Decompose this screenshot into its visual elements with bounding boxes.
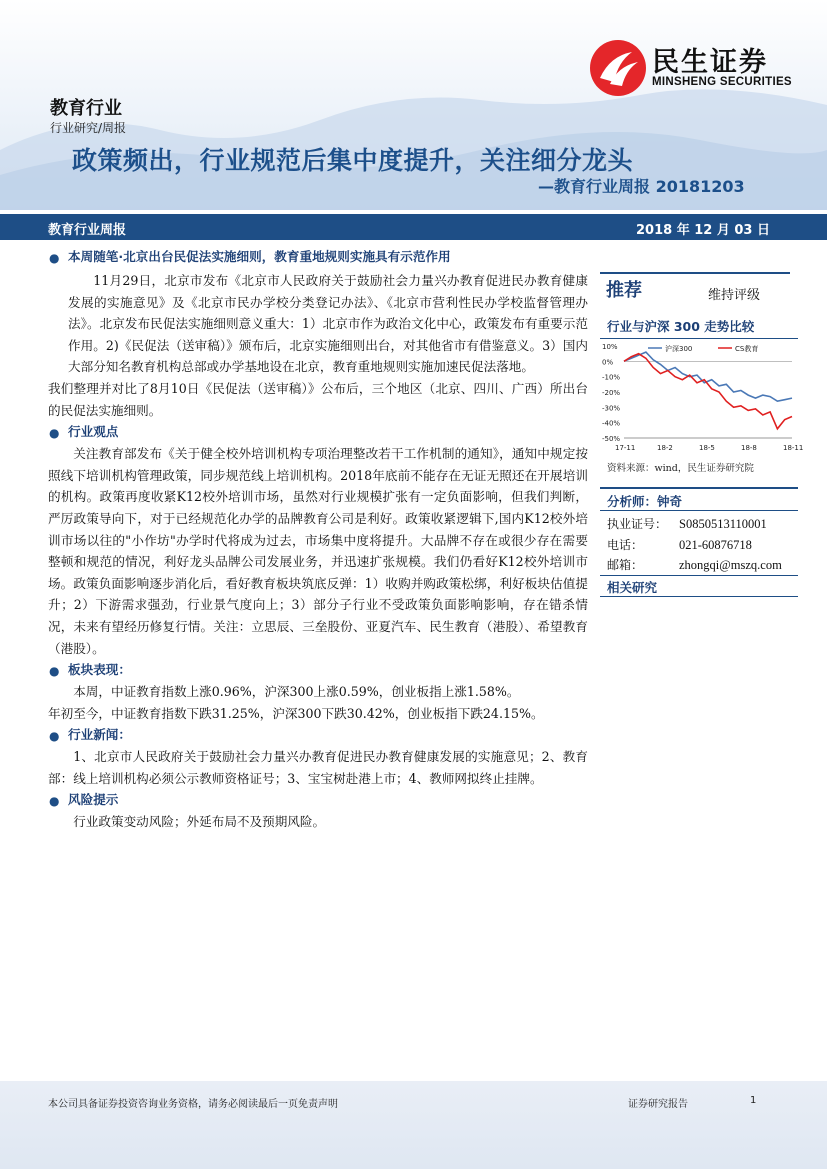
section-heading	[48, 246, 588, 268]
bar-report-name: 教育行业周报	[48, 223, 127, 238]
x-tick-label: 18-11	[783, 444, 804, 452]
footer-report: 证券研究报告	[628, 1099, 688, 1110]
paragraph: 行业政策变动风险；外延布局不及预期风险。	[73, 814, 326, 830]
chart-source: 资料来源：wind，民生证券研究院	[607, 463, 754, 474]
heading-text: 行业观点	[68, 424, 119, 440]
y-tick-label: -40%	[602, 419, 621, 428]
section-heading	[48, 789, 588, 811]
paragraph: 本周，中证教育指数上涨0.96%，沪深300上涨0.59%，创业板指上涨1.58%。	[73, 684, 520, 700]
trend-chart	[600, 340, 804, 458]
divider	[600, 575, 798, 576]
y-tick-label: -10%	[602, 373, 621, 382]
email-link[interactable]: zhongqi@mszq.com	[679, 558, 782, 572]
y-tick-label: -20%	[602, 389, 621, 397]
series-line-0	[624, 352, 792, 401]
info-value: S0850513110001	[679, 517, 767, 531]
report-date: 2018 年 12 月 03 日	[636, 223, 770, 238]
divider	[600, 487, 798, 489]
divider	[600, 596, 798, 597]
divider	[600, 338, 798, 339]
info-key: 电话：	[607, 538, 644, 552]
brand-name-en: MINSHENG SECURITIES	[652, 76, 792, 88]
bullet-icon: ●	[49, 664, 60, 679]
minsheng-logo-icon	[588, 38, 648, 98]
y-tick-label: -30%	[602, 404, 621, 413]
footer-disclaimer: 本公司具备证券投资咨询业务资格，请务必阅读最后一页免责声明	[48, 1099, 338, 1110]
divider	[600, 510, 798, 511]
related-research: 相关研究	[607, 580, 658, 595]
report-title: 政策频出，行业规范后集中度提升，关注细分龙头	[72, 146, 634, 175]
y-tick-label: 10%	[602, 343, 618, 351]
bullet-icon: ●	[49, 729, 60, 744]
paragraph: 关注教育部发布《关于健全校外培训机构专项治理整改若干工作机制的通知》，通知中规定按照线下培训机构管理政策，同步规范线上培训机构。2018年底前不能存在无证无照还在开展培训的机构。政策再度收紧K12校外培训市场，虽然对行业规模扩张有一定负面影响，但我们判断，严厉政策导向下，对于已经规范化办学的品牌教育公司是利好。政策收紧逻辑下,国内K12校外培训市场以往的"小作坊"办学时代将成为过去，市场集中度将提升。大品牌不存在或很少存在需要整顿和规范的情况，利好龙头品牌公司发展业务，并迅速扩张规模。我们仍看好K12校外培训市场。政策负面影响逐步消化后，看好教育板块筑底反弹：1）收购并购政策松绑，利好板块估值提升；2）下游需求强劲，行业景气度向上；3）部分子行业不受政策负面影响影响，存在错杀情况，未来有望经历修复行情。关注：立思辰、三垒股份、亚夏汽车、民生教育（港股）、希望教育（港股）。	[48, 446, 588, 656]
page-number: 1	[750, 1095, 757, 1106]
main-content	[48, 246, 588, 833]
paragraph: 年初至今，中证教育指数下跌31.25%，沪深300下跌30.42%，创业板指下跌24.15%。	[48, 705, 544, 721]
series-line-1	[624, 354, 792, 429]
info-value: 021-60876718	[679, 538, 752, 552]
brand-name-cn: 民生证券	[652, 47, 768, 78]
report-subtitle: —教育行业周报 20181203	[538, 177, 745, 196]
section-heading	[48, 724, 588, 746]
x-tick-label: 18-2	[657, 444, 673, 452]
report-type: 行业研究/周报	[50, 121, 127, 135]
heading-text: 板块表现：	[68, 662, 131, 678]
heading-text: 行业新闻：	[68, 727, 131, 743]
bullet-icon: ●	[49, 251, 60, 265]
x-tick-label: 17-11	[615, 444, 636, 452]
info-key: 执业证号：	[607, 517, 668, 531]
section-heading	[48, 421, 588, 443]
paragraph: 11月29日，北京市发布《北京市人民政府关于鼓励社会力量兴办教育促进民办教育健康发展的实施意见》及《北京市民办学校分类登记办法》、《北京市营利性民办学校监督管理办法》。北京发布民促法实施细则意义重大：1）北京市作为政治文化中心，政策发布有重要示范作用。2)《民促法（送审稿）》颁布后，北京实施细则出台，对其他省市有借鉴意义。3）国内大部分知名教育机构总部或办学基地设在北京，教育重地规则实施加速民促法落地。	[68, 273, 588, 375]
paragraph: 我们整理并对比了8月10日《民促法（送审稿）》公布后，三个地区（北京、四川、广西）所出台的民促法实施细则。	[48, 380, 588, 418]
legend-label: 沪深300	[665, 345, 693, 353]
info-email	[607, 556, 782, 573]
x-tick-label: 18-8	[741, 444, 757, 452]
info-license	[607, 515, 767, 532]
info-phone	[607, 536, 752, 553]
info-key: 邮箱：	[607, 558, 644, 572]
analyst-label: 分析师：钟奇	[607, 494, 683, 509]
rating-label: 维持评级	[708, 288, 761, 303]
legend-label: CS教育	[735, 345, 759, 353]
paragraph: 1、北京市人民政府关于鼓励社会力量兴办教育促进民办教育健康发展的实施意见；2、教育部：线上培训机构必须公示教师资格证号；3、宝宝树赴港上市；4、教师网拟终止挂牌。	[48, 749, 588, 786]
x-tick-label: 18-5	[699, 444, 715, 452]
chart-title: 行业与沪深 300 走势比较	[607, 319, 755, 334]
bullet-icon: ●	[49, 794, 60, 809]
heading-text: 本周随笔·北京出台民促法实施细则，教育重地规则实施具有示范作用	[68, 249, 451, 264]
recommend-label: 推荐	[606, 280, 642, 301]
y-tick-label: 0%	[602, 358, 614, 367]
bullet-icon: ●	[49, 426, 60, 441]
y-tick-label: -50%	[602, 435, 621, 443]
industry-label: 教育行业	[50, 98, 122, 119]
heading-text: 风险提示	[68, 792, 119, 808]
section-heading	[48, 659, 588, 681]
